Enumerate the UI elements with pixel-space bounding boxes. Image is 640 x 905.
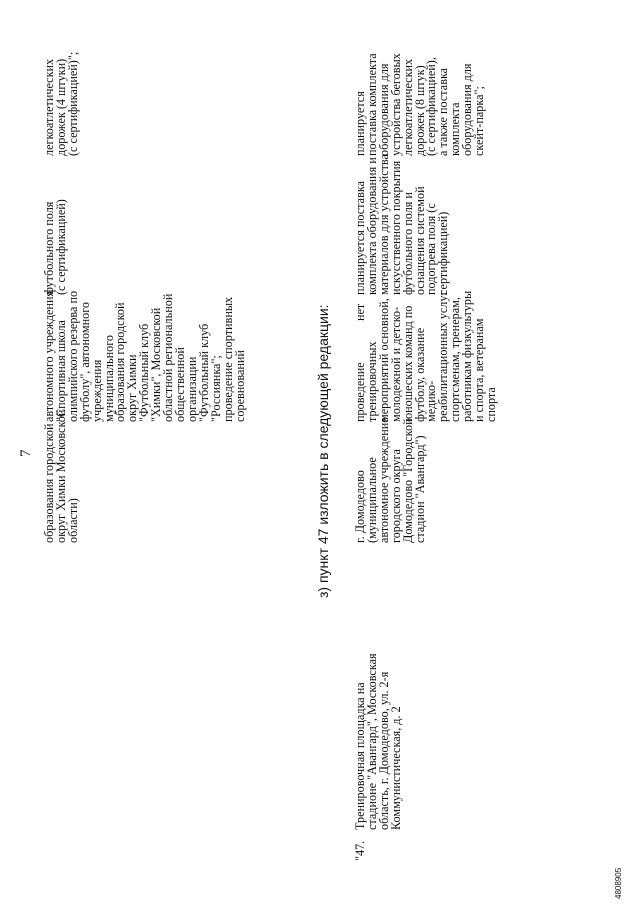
row-47-org-cell: г. Домодедово (муниципальное автономное учреждение городского округа Домодедово "Городской стадион "Авангард") bbox=[353, 417, 427, 543]
row-47-flag-cell: нет bbox=[353, 303, 367, 321]
top-row-extra-cell: легкоатлетических дорожек (4 штуки) (с сертификацией)"; bbox=[42, 51, 80, 156]
top-row-equipment-cell: футбольного поля (с сертификацией) bbox=[42, 199, 68, 295]
top-row-purpose-cell: автономного учреждения "Спортивная школа олимпийского резерва по футболу", автономного учреждения муниципального образования городской округ Химки "Футбольный клуб "Химки", Московской областной региональной общественной организации "Футбольный клуб "Россиянка"; проведение спортивных соревнований bbox=[42, 290, 247, 422]
section-heading: з) пункт 47 изложить в следующей редакции: bbox=[315, 304, 331, 598]
row-47-object-cell: Тренировочная площадка на стадионе "Авангард", Московская область, г. Домодедово, ул. 2-я Коммунистическая, д. 2 bbox=[353, 653, 403, 830]
row-47-equipment-cell: планируется поставка комплекта оборудования и материалов для устройства искусственного покрытия футбольного поля и оснащения системой подогрева поля (с сертификацией) bbox=[353, 154, 451, 295]
page-number: 7 bbox=[18, 449, 34, 457]
top-row-org-cell: образования городской округ Химки Московской области) bbox=[42, 409, 80, 543]
row-47-purpose-cell: проведение тренировочных мероприятий основной, молодежной и детско- юношеских команд по футболу, оказание медико- реабилитационных услуг спортсменам, тренерам, работникам физкультуры и спорта, ветеранам спорта bbox=[353, 290, 498, 422]
row-47-number: "47. bbox=[353, 840, 367, 861]
row-47-extra-cell: планируется поставка комплекта оборудования для устройства беговых легкоатлетических дорожек (8 штук) (с сертификацией), а также поставка комплекта оборудования для скейт-парка"; bbox=[353, 53, 487, 156]
document-id: 4808905 bbox=[614, 867, 623, 899]
